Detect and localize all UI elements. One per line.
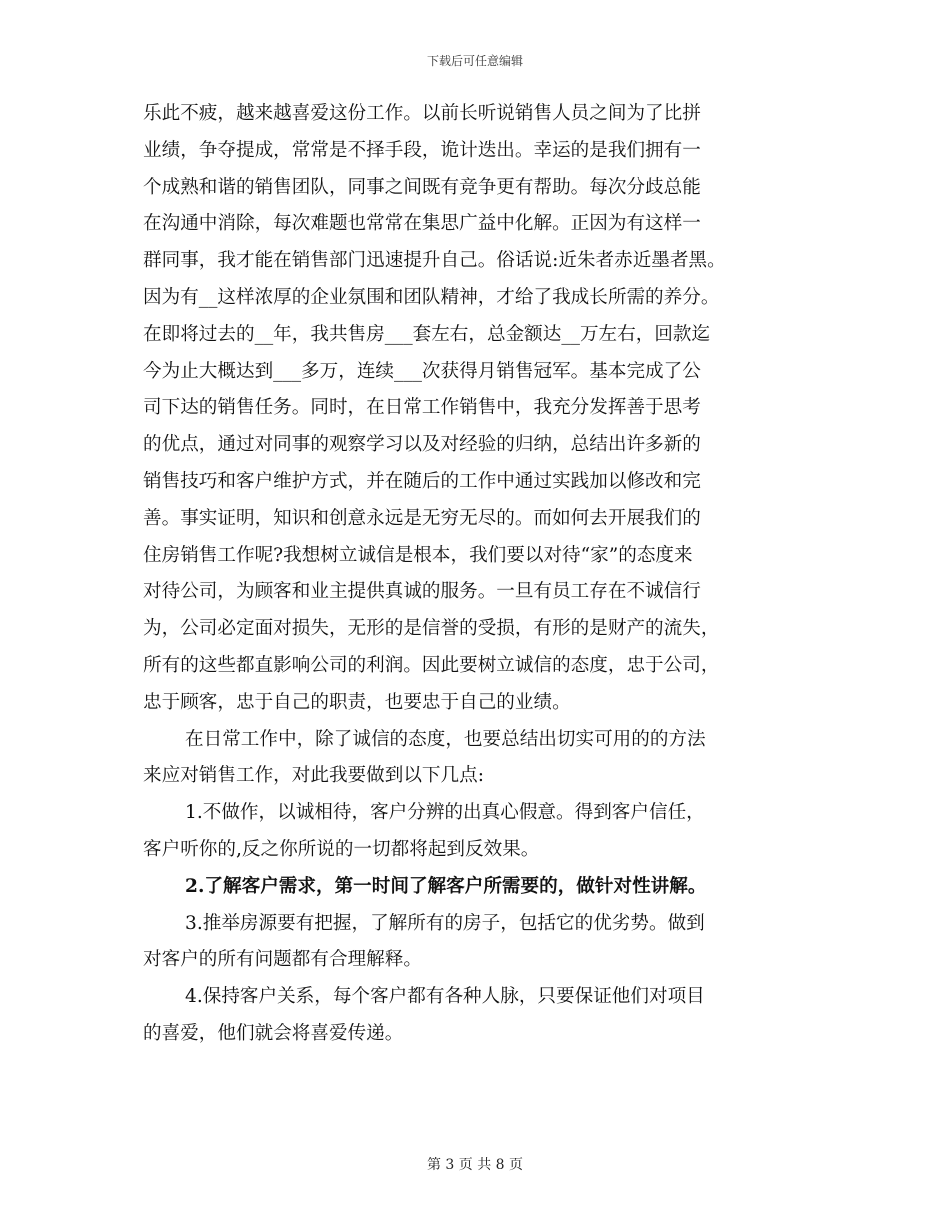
text-line: 在即将过去的__年，我共售房___套左右，总金额达__万左右，回款迄 — [143, 323, 711, 345]
text-line: 个成熟和谐的销售团队，同事之间既有竞争更有帮助。每次分歧总能 — [143, 176, 701, 198]
text-line: 乐此不疲，越来越喜爱这份工作。以前长听说销售人员之间为了比拼 — [143, 103, 701, 124]
text-line: 因为有__这样浓厚的企业氛围和团队精神，才给了我成长所需的养分。 — [143, 286, 720, 308]
text-line: 所有的这些都直影响公司的利润。因此要树立诚信的态度，忠于公司， — [143, 654, 720, 676]
text-line: 对客户的所有问题都有合理解释。 — [143, 949, 422, 971]
page-footer: 第 3 页 共 8 页 — [426, 1157, 524, 1173]
paragraph-first-line: 在日常工作中，除了诚信的态度，也要总结出切实可用的的方法 — [185, 728, 706, 750]
text-line: 住房销售工作呢?我想树立诚信是根本，我们要以对待“家”的态度来 — [143, 544, 693, 566]
document-body — [143, 96, 815, 1053]
text-line: 群同事，我才能在销售部门迅速提升自己。俗话说:近朱者赤近墨者黑。 — [143, 250, 726, 272]
list-item-3: 3.推举房源要有把握，了解所有的房子，包括它的优劣势。做到 — [185, 912, 705, 934]
text-line: 业绩，争夺提成，常常是不择手段，诡计迭出。幸运的是我们拥有一 — [143, 139, 701, 161]
text-line: 销售技巧和客户维护方式，并在随后的工作中通过实践加以修改和完 — [143, 470, 701, 492]
list-item-1: 1.不做作，以诚相待，客户分辨的出真心假意。得到客户信任， — [185, 802, 705, 824]
text-line: 忠于顾客，忠于自己的职责，也要忠于自己的业绩。 — [143, 691, 571, 713]
text-line: 客户听你的,反之你所说的一切都将起到反效果。 — [143, 838, 540, 860]
list-item-4: 4.保持客户关系，每个客户都有各种人脉，只要保证他们对项目 — [185, 986, 705, 1008]
text-line: 今为止大概达到___多万，连续___次获得月销售冠军。基本完成了公 — [143, 360, 701, 382]
text-line: 司下达的销售任务。同时，在日常工作销售中，我充分发挥善于思考 — [143, 397, 701, 419]
text-line: 的喜爱，他们就会将喜爱传递。 — [143, 1022, 404, 1044]
text-line: 在沟通中消除，每次难题也常常在集思广益中化解。正因为有这样一 — [143, 213, 701, 235]
text-line: 为，公司必定面对损失，无形的是信誉的受损，有形的是财产的流失， — [143, 618, 720, 640]
text-line: 善。事实证明，知识和创意永远是无穷无尽的。而如何去开展我们的 — [143, 507, 701, 529]
list-item-2: 2.了解客户需求，第一时间了解客户所需要的，做针对性讲解。 — [185, 875, 707, 897]
text-line: 来应对销售工作，对此我要做到以下几点: — [143, 765, 484, 787]
text-line: 对待公司，为顾客和业主提供真诚的服务。一旦有员工存在不诚信行 — [143, 581, 701, 603]
page-header: 下载后可任意编辑 — [426, 54, 523, 68]
text-line: 的优点，通过对同事的观察学习以及对经验的归纳，总结出许多新的 — [143, 434, 701, 456]
